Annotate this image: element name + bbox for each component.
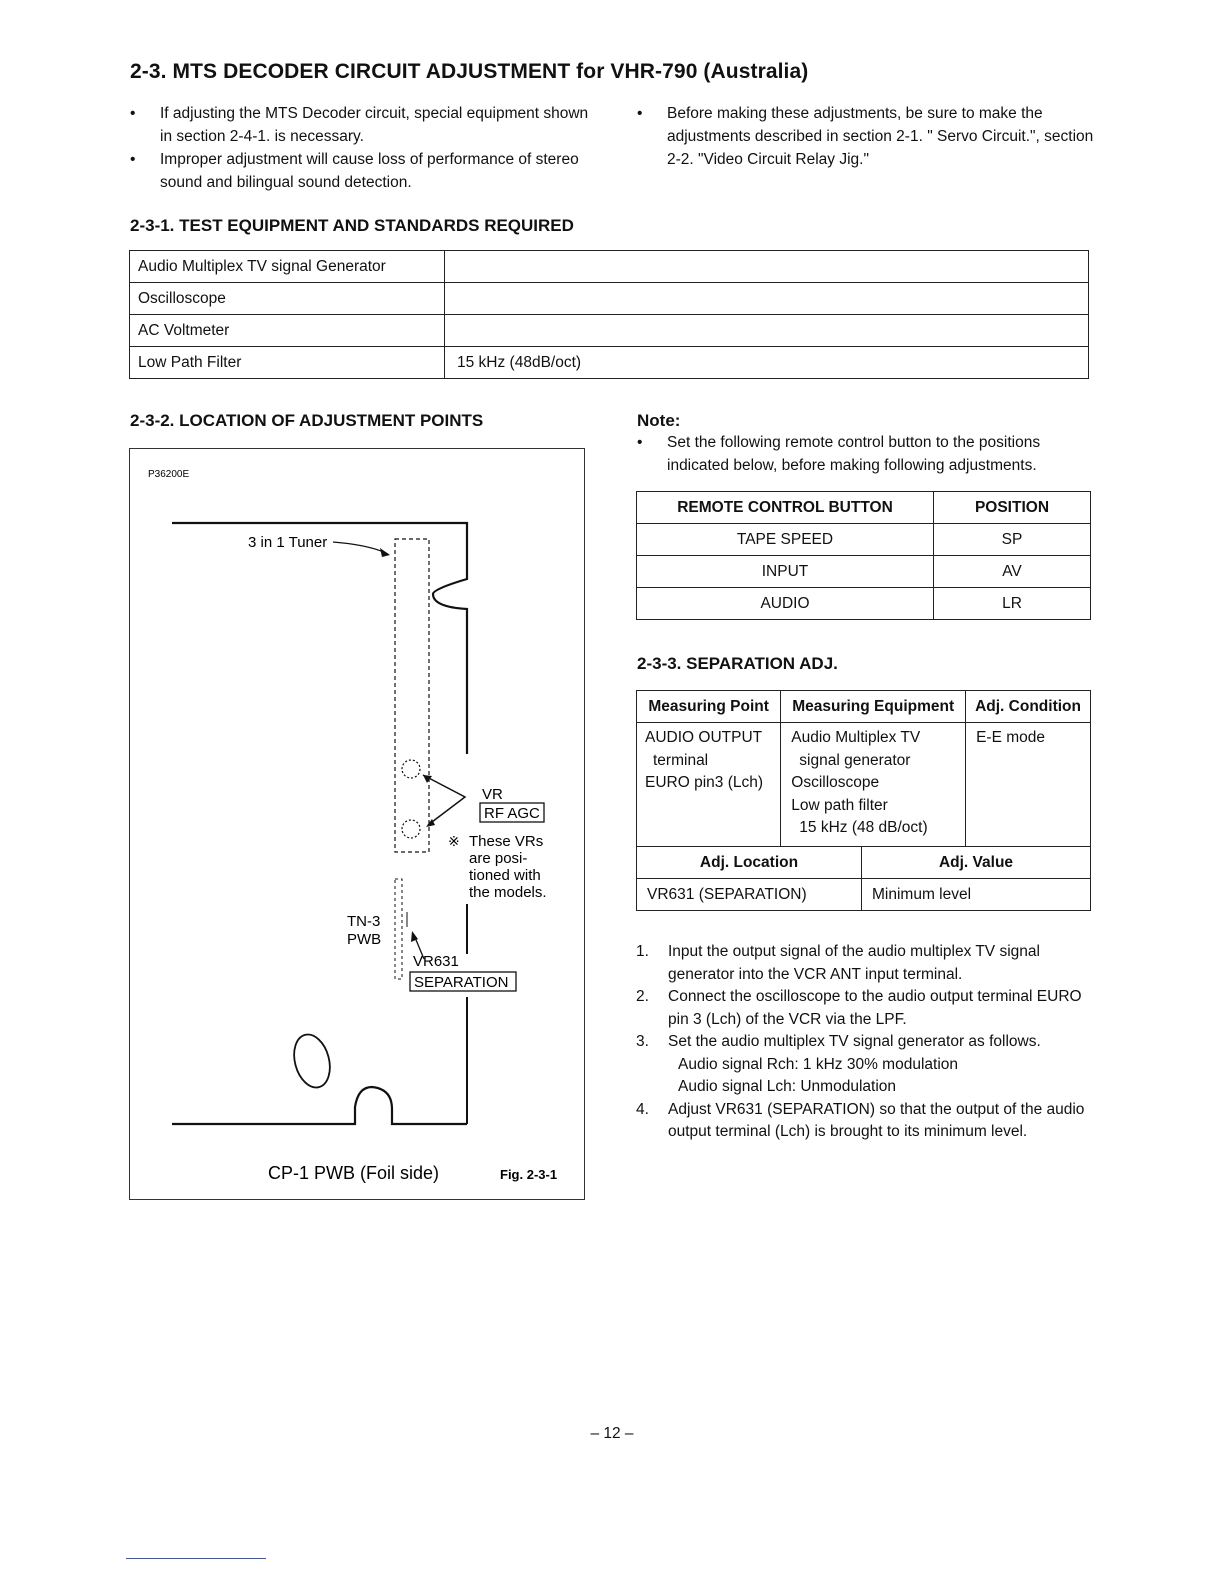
remote-position: SP [934,524,1091,556]
section-heading-separation: 2-3-3. SEPARATION ADJ. [637,654,838,673]
vr-note-line: tioned with [469,867,541,884]
adj-location-value: VR631 (SEPARATION) [637,879,862,911]
equipment-spec [445,283,1089,315]
tuner-label: 3 in 1 Tuner [248,534,328,551]
footer-line [126,1558,266,1559]
separation-label: SEPARATION [414,974,509,991]
column-header: Measuring Point [637,691,781,723]
table-header-row [637,691,1091,723]
board-outline [172,523,467,754]
note-bullet: • Set the following remote control button to the positions indicated below, before making following adjustments. [637,431,1097,477]
board-outline-bottom [172,1087,467,1124]
step-item [636,986,1094,1031]
vr-note-line: the models. [469,884,547,901]
equipment-spec: 15 kHz (48dB/oct) [445,347,1089,379]
measuring-point-line: EURO pin3 (Lch) [645,774,764,791]
measuring-equipment-line: Oscilloscope [791,774,880,791]
equipment-spec [445,251,1089,283]
measuring-equipment-line: 15 kHz (48 dB/oct) [799,819,928,836]
adj-condition-cell: E-E mode [966,723,1091,847]
equipment-name: Oscilloscope [130,283,445,315]
table-row [130,315,1089,347]
section-heading-location: 2-3-2. LOCATION OF ADJUSTMENT POINTS [130,411,484,430]
remote-control-table [636,491,1091,620]
vr631-label: VR631 [413,953,459,970]
table-row [637,588,1091,620]
equipment-name: Low Path Filter [130,347,445,379]
remote-button: TAPE SPEED [637,524,934,556]
step-item [636,1099,1094,1144]
step-number: 3. [636,1033,649,1050]
note-mark: ※ [448,833,460,849]
measuring-point-cell [637,723,781,847]
intro-bullet: • If adjusting the MTS Decoder circuit, special equipment shown in section 2-4-1. is necessary. [130,102,600,148]
column-header: Adj. Value [862,847,1091,879]
tn3-module [395,879,402,979]
step-text: Connect the oscilloscope to the audio output terminal EURO pin 3 (Lch) of the VCR via the LPF. [668,988,1082,1028]
page-number: – 12 – [590,1425,634,1442]
vr-circle-icon [402,760,420,778]
pwb-diagram [130,449,584,1199]
adj-value: Minimum level [862,879,1091,911]
column-header: Adj. Location [637,847,862,879]
measuring-equipment-line: Low path filter [791,796,888,814]
remote-position: AV [934,556,1091,588]
step-number: 1. [636,943,649,960]
column-header: REMOTE CONTROL BUTTON [637,492,934,524]
equipment-spec [445,315,1089,347]
measuring-equipment-cell [781,723,966,847]
equipment-name: AC Voltmeter [130,315,445,347]
adjustment-steps [636,941,1094,1144]
intro-bullet: • Before making these adjustments, be sure to make the adjustments described in section 2-1. " Servo Circuit.", section 2-2. "Video Circuit Relay Jig." [637,102,1097,171]
tn3-label: TN-3 [347,913,381,930]
table-header-row [637,847,1091,879]
figure-number: Fig. 2-3-1 [500,1167,558,1182]
note-list [637,431,1097,477]
figure-caption: CP-1 PWB (Foil side) [268,1163,440,1183]
table-header-row [637,492,1091,524]
step-item [636,1031,1094,1099]
vr-note-line: These VRs [469,833,544,850]
table-row [130,251,1089,283]
intro-left-list [130,102,600,194]
step-text: Adjust VR631 (SEPARATION) so that the output of the audio output terminal (Lch) is brought to its minimum level. [668,1100,1085,1140]
measuring-equipment-line: signal generator [799,751,911,769]
remote-button: INPUT [637,556,934,588]
step-subline: Audio signal Rch: 1 kHz 30% modulation [678,1055,959,1073]
mounting-hole-icon [289,1031,336,1092]
column-header: Adj. Condition [966,691,1091,723]
vr-label: VR [482,786,503,803]
table-row [130,347,1089,379]
column-header: Measuring Equipment [781,691,966,723]
test-equipment-table [129,250,1089,379]
table-row [130,283,1089,315]
table-row [637,723,1091,847]
step-text: Input the output signal of the audio multiplex TV signal generator into the VCR ANT input terminal. [668,943,1040,983]
pwb-label: PWB [347,931,382,948]
step-text: Set the audio multiplex TV signal generator as follows. [668,1033,1041,1050]
separation-adj-table [636,690,1091,847]
step-subline: Audio signal Lch: Unmodulation [678,1078,896,1095]
measuring-point-line: AUDIO OUTPUT [645,729,763,746]
step-item [636,941,1094,986]
section-heading-test-equipment: 2-3-1. TEST EQUIPMENT AND STANDARDS REQUIRED [130,216,574,235]
intro-right-list [637,102,1097,171]
measuring-equipment-line: Audio Multiplex TV [791,729,921,746]
note-heading: Note: [637,411,681,430]
column-header: POSITION [934,492,1091,524]
table-row [637,524,1091,556]
figure-code: P36200E [148,469,190,480]
remote-position: LR [934,588,1091,620]
vr-circle-icon [402,820,420,838]
adjustment-location-figure [129,448,585,1200]
measuring-point-line: terminal [653,751,709,769]
rf-agc-label: RF AGC [484,805,540,822]
page-title: 2-3. MTS DECODER CIRCUIT ADJUSTMENT for VHR-790 (Australia) [130,60,809,83]
vr-note-line: are posi- [469,850,528,867]
tuner-module [395,539,429,852]
intro-bullet: • Improper adjustment will cause loss of performance of stereo sound and bilingual sound detection. [130,148,600,194]
adj-location-table [636,846,1091,911]
remote-button: AUDIO [637,588,934,620]
table-row [637,879,1091,911]
step-number: 4. [636,1100,649,1118]
equipment-name: Audio Multiplex TV signal Generator [130,251,445,283]
step-number: 2. [636,988,649,1005]
table-row [637,556,1091,588]
